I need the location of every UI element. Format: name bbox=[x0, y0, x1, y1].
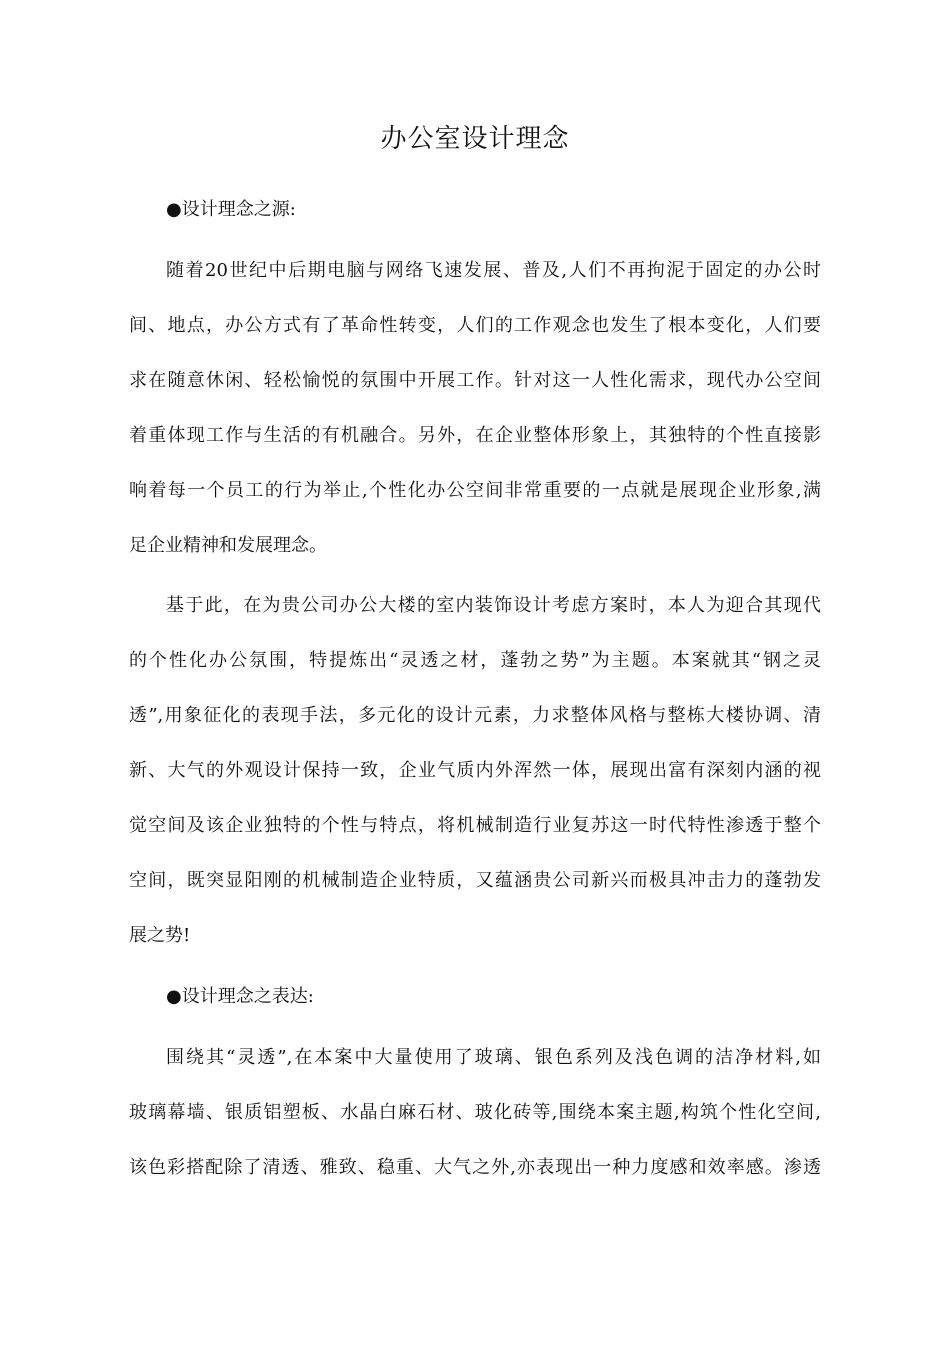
paragraph-line: 求在随意休闲、轻松愉悦的氛围中开展工作。针对这一人性化需求，现代办公空间 bbox=[129, 370, 821, 391]
paragraph-line: 新、大气的外观设计保持一致，企业气质内外浑然一体，展现出富有深刻内涵的视 bbox=[129, 760, 821, 781]
paragraph-line: 足企业精神和发展理念。 bbox=[129, 535, 327, 556]
paragraph-background bbox=[129, 256, 821, 586]
paragraph-theme bbox=[129, 591, 821, 976]
paragraph-line: 围绕其“灵透”,在本案中大量使用了玻璃、银色系列及浅色调的洁净材料,如 bbox=[166, 1047, 821, 1068]
paragraph-line: 玻璃幕墙、银质铝塑板、水晶白麻石材、玻化砖等,围绕本案主题,构筑个性化空间, bbox=[129, 1102, 821, 1123]
paragraph-line: 透”,用象征化的表现手法，多元化的设计元素，力求整体风格与整栋大楼协调、清 bbox=[129, 705, 821, 726]
document-title: 办公室设计理念 bbox=[380, 124, 570, 154]
section-heading-expression: ●设计理念之表达: bbox=[166, 986, 314, 1007]
paragraph-line: 空间，既突显阳刚的机械制造企业特质，又蕴涵贵公司新兴而极具冲击力的蓬勃发 bbox=[129, 870, 821, 891]
paragraph-line: 随着20世纪中后期电脑与网络飞速发展、普及,人们不再拘泥于固定的办公时 bbox=[166, 260, 821, 281]
paragraph-line: 基于此，在为贵公司办公大楼的室内装饰设计考虑方案时，本人为迎合其现代 bbox=[166, 595, 821, 616]
paragraph-line: 展之势! bbox=[129, 925, 191, 946]
paragraph-line: 间、地点，办公方式有了革命性转变，人们的工作观念也发生了根本变化，人们要 bbox=[129, 315, 821, 336]
paragraph-materials bbox=[129, 1043, 821, 1208]
section-heading-source: ●设计理念之源: bbox=[166, 199, 296, 220]
paragraph-line: 响着每一个员工的行为举止,个性化办公空间非常重要的一点就是展现企业形象,满 bbox=[129, 480, 821, 501]
paragraph-line: 着重体现工作与生活的有机融合。另外，在企业整体形象上，其独特的个性直接影 bbox=[129, 425, 821, 446]
paragraph-line: 觉空间及该企业独特的个性与特点，将机械制造行业复苏这一时代特性渗透于整个 bbox=[129, 815, 821, 836]
paragraph-line: 该色彩搭配除了清透、雅致、稳重、大气之外,亦表现出一种力度感和效率感。渗透 bbox=[129, 1157, 821, 1178]
paragraph-line: 的个性化办公氛围，特提炼出“灵透之材，蓬勃之势”为主题。本案就其“钢之灵 bbox=[129, 650, 821, 671]
